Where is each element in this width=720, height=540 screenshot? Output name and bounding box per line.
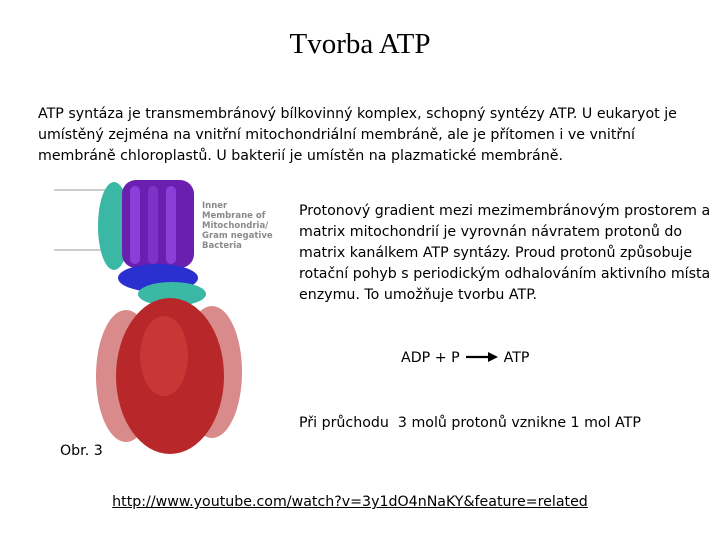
slide-title: Tvorba ATP [289,28,431,60]
mechanism-description: Protonový gradient mezi mezimembránovým prostorem a matrix mitochondrií je vyrovnán návratem protonů do matrix kanálkem ATP syntázy. Proud protonů způsobuje rotační pohyb s periodickým odhalováním aktivního místa enzymu. To umožňuje tvorbu ATP. [299,203,711,303]
proton-yield-text: Při průchodu 3 molů protonů vznikne 1 mol ATP [299,415,641,431]
figure-caption: Obr. 3 [60,443,103,459]
equation-product: ATP [503,350,530,366]
reaction-arrow-icon [466,350,498,366]
membrane-label [202,201,273,251]
svg-text:Membrane of: Membrane of [202,211,266,221]
svg-text:Gram negative: Gram negative [202,231,273,241]
svg-text:Mitochondria/: Mitochondria/ [202,221,269,231]
atp-synthase-figure [52,176,274,466]
svg-text:Inner: Inner [202,201,228,211]
youtube-link[interactable]: http://www.youtube.com/watch?v=3y1dO4nNaKY&feature=related [112,494,588,510]
svg-text:Bacteria: Bacteria [202,241,242,251]
reaction-equation [401,348,529,368]
intro-paragraph: ATP syntáza je transmembránový bílkovinný komplex, schopný syntézy ATP. U eukaryot je umístěný zejména na vnitřní mitochondriální membráně, ale je přítomen i ve vnitřní membráně chloroplastů. U bakterií je umístěn na plazmatické membráně. [38,106,677,164]
equation-reactants: ADP + P [401,350,460,366]
